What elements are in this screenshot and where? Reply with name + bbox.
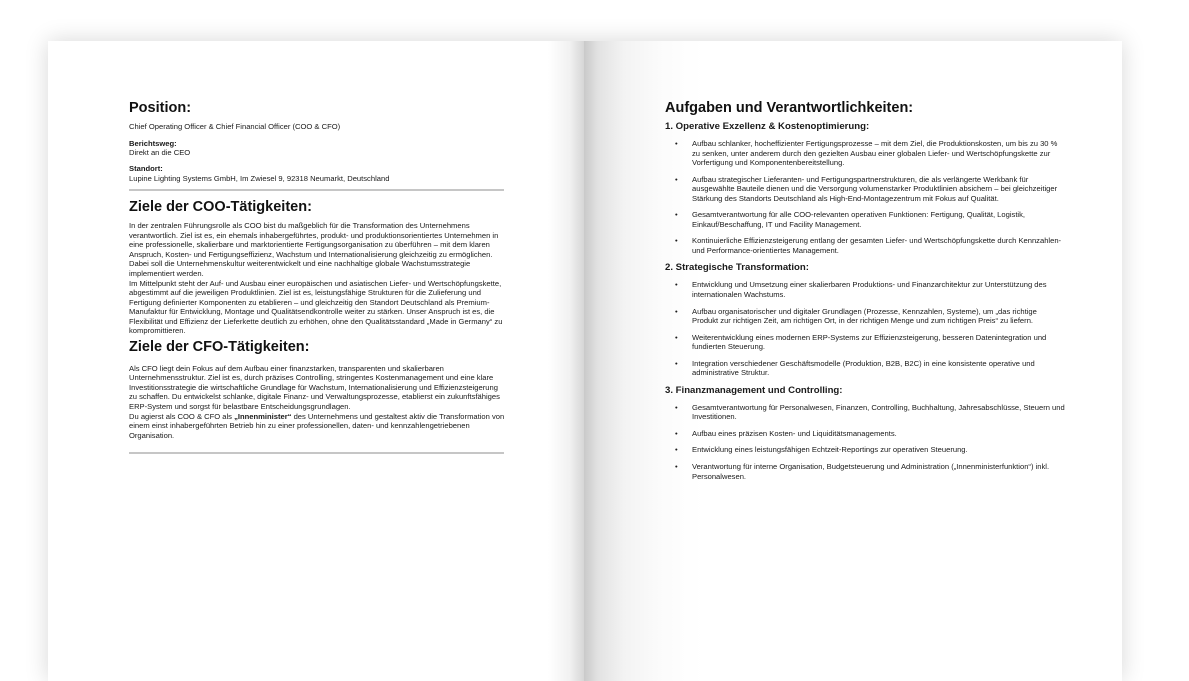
bullet-icon: • <box>675 210 678 220</box>
reporting-label: Berichtsweg: <box>129 138 177 148</box>
position-title: Chief Operating Officer & Chief Financial Officer (COO & CFO) <box>129 122 341 131</box>
location-field <box>129 164 505 183</box>
location-value: Lupine Lighting Systems GmbH, Im Zwiesel 9, 92318 Neumarkt, Deutschland <box>129 173 390 183</box>
coo-heading: Ziele der COO-Tätigkeiten: <box>129 199 312 216</box>
divider-bottom <box>129 452 504 454</box>
list-item <box>665 359 1065 378</box>
list-item-text: Aufbau eines präzisen Kosten- und Liquiditätsmanagements. <box>692 428 897 438</box>
cfo-paragraph-2-suffix: des Unternehmens und gestaltest aktiv die Transformation von einem einst inhabergeführten Betrieb hin zu einer professionellen, daten- und kennzahlengetriebenen Organisation. <box>129 411 505 440</box>
location-label: Standort: <box>129 164 163 174</box>
reporting-field <box>129 139 505 158</box>
bullet-icon: • <box>675 139 678 148</box>
list-item-text: Aufbau strategischer Lieferanten- und Fertigungspartnerstrukturen, die als verlängerte Werkbank für ausgewählte Bauteile dienen und die Versorgung volumenstarker Produktlinien absichern – bei gleichzeitiger Stärkung des Standorts Deutschland als High-End-Montagezentrum mit Fokus auf Qualität. <box>692 174 1058 203</box>
section-1-title: 1. Operative Exzellenz & Kostenoptimierung: <box>665 121 870 132</box>
list-item <box>665 462 1065 481</box>
bullet-icon: • <box>675 462 678 472</box>
left-page-content <box>129 100 505 462</box>
list-item-text: Verantwortung für interne Organisation, Budgetsteuerung und Administration („Innenministerfunktion“) inkl. Personalwesen. <box>692 462 1050 481</box>
bullet-icon: • <box>675 402 678 412</box>
section-1-list <box>665 139 1065 255</box>
list-item-text: Gesamtverantwortung für alle COO-relevanten operativen Funktionen: Fertigung, Qualität, Logistik, Einkauf/Beschaffung, IT und Facility Management. <box>692 210 1026 229</box>
list-item <box>665 210 1065 229</box>
list-item-text: Weiterentwicklung eines modernen ERP-Systems zur Effizienzsteigerung, besseren Datenintegration und fundierten Steuerung. <box>692 332 1047 352</box>
list-item <box>665 333 1065 352</box>
bullet-icon: • <box>675 174 678 184</box>
list-item <box>665 307 1065 326</box>
list-item-text: Entwicklung eines leistungsfähigen Echtzeit-Reportings zur operativen Steuerung. <box>692 445 968 455</box>
section-2-list <box>665 280 1065 377</box>
list-item-text: Aufbau schlanker, hocheffizienter Fertigungsprozesse – mit dem Ziel, die Produktionskosten, um bis zu 30 % zu senken, unter anderem durch den gezielten Ausbau einer globalen Liefer- und Wertschöpfungskette zur Vorfertigung und Komponentenbereitstellung. <box>692 139 1058 168</box>
list-item <box>665 445 1065 455</box>
cfo-heading: Ziele der CFO-Tätigkeiten: <box>129 338 310 355</box>
responsibilities-heading: Aufgaben und Verantwortlichkeiten: <box>665 100 914 116</box>
list-item-text: Entwicklung und Umsetzung einer skalierbaren Produktions- und Finanzarchitektur zur Unterstützung des internationalen Wachstums. <box>692 280 1047 300</box>
divider <box>129 189 504 191</box>
list-item <box>665 139 1065 168</box>
right-page <box>584 41 1122 681</box>
list-item <box>665 403 1065 422</box>
document-spread <box>48 41 1122 681</box>
bullet-icon: • <box>675 428 678 438</box>
innenminister-emphasis: „Innenminister“ <box>234 411 292 421</box>
section-3-list <box>665 403 1065 481</box>
coo-paragraph-1: In der zentralen Führungsrolle als COO bist du maßgeblich für die Transformation des Unternehmens verantwortlich. Ziel ist es, ein ehemals inhabergeführtes, produkt- und produktionsorientiertes Unternehmen in eine professionelle, skalierbare und marktorientierte Fertigungsorganisation zu überführen – mit dem klaren Anspruch, Kosten- und Fertigungseffizienz, Wachstum und Internationalisierung gleichzeitig zu ermöglichen. Dabei soll die Unternehmenskultur weiterentwickelt und eine nachhaltige globale Wachstumsstrategie implementiert werden. <box>129 221 499 278</box>
cfo-paragraph-2-prefix: Du agierst als COO & CFO als <box>129 411 235 421</box>
cfo-paragraph-2 <box>129 412 505 441</box>
bullet-icon: • <box>675 236 678 246</box>
list-item-text: Aufbau organisatorischer und digitaler Grundlagen (Prozesse, Kennzahlen, Systeme), um „das richtige Produkt zur richtigen Zeit, am richtigen Ort, in der richtigen Menge und zum richtigen Preis“ zu liefern. <box>692 306 1037 326</box>
position-heading: Position: <box>129 100 192 116</box>
bullet-icon: • <box>675 358 678 368</box>
list-item-text: Kontinuierliche Effizienzsteigerung entlang der gesamten Liefer- und Wertschöpfungskette durch Kennzahlen- und Performance-orientiertes Management. <box>692 236 1062 255</box>
list-item <box>665 280 1065 299</box>
list-item <box>665 429 1065 439</box>
bullet-icon: • <box>675 445 678 455</box>
section-2-title: 2. Strategische Transformation: <box>665 262 809 274</box>
bullet-icon: • <box>675 306 678 316</box>
reporting-value: Direkt an die CEO <box>129 148 191 157</box>
bullet-icon: • <box>675 332 678 342</box>
coo-paragraph-2: Im Mittelpunkt steht der Auf- und Ausbau einer europäischen und asiatischen Liefer- und Wertschöpfungskette, abgestimmt auf die jeweiligen Produktlinien. Ziel ist es, leistungsfähige Strukturen für die Zulieferung und Fertigung definierter Komponenten zu etablieren – und gleichzeitig den Standort Deutschland als Premium-Manufaktur für Entwicklung, Montage und Qualitätsendkontrolle weiter zu stärken. Unser Anspruch ist es, die Flexibilität und Effizienz der Lieferkette deutlich zu erhöhen, ohne den Qualitätsstandard „Made in Germany“ zu kompromittieren. <box>129 278 503 336</box>
list-item <box>665 175 1065 204</box>
section-3-title: 3. Finanzmanagement und Controlling: <box>665 384 843 396</box>
bullet-icon: • <box>675 280 678 290</box>
list-item <box>665 236 1065 255</box>
cfo-paragraph-1: Als CFO liegt dein Fokus auf dem Aufbau einer finanzstarken, transparenten und skalierbaren Unternehmensstruktur. Ziel ist es, durch präzises Controlling, stringentes Kostenmanagement und eine klare Investitionsstrategie die wirtschaftliche Grundlage für Wachstum, Internationalisierung und Effizienzsteigerung zu schaffen. Du entwickelst schlanke, digitale Finanz- und Verwaltungsprozesse, etablierst ein zukunftsfähiges ERP-System und sorgst für belastbare Entscheidungsgrundlagen. <box>129 363 500 411</box>
right-page-content <box>665 100 1065 488</box>
list-item-text: Gesamtverantwortung für Personalwesen, Finanzen, Controlling, Buchhaltung, Jahresabschlüsse, Steuern und Investitionen. <box>692 402 1065 422</box>
left-page <box>48 41 584 681</box>
list-item-text: Integration verschiedener Geschäftsmodelle (Produktion, B2B, B2C) in eine konsistente operative und administrative Struktur. <box>692 358 1035 378</box>
